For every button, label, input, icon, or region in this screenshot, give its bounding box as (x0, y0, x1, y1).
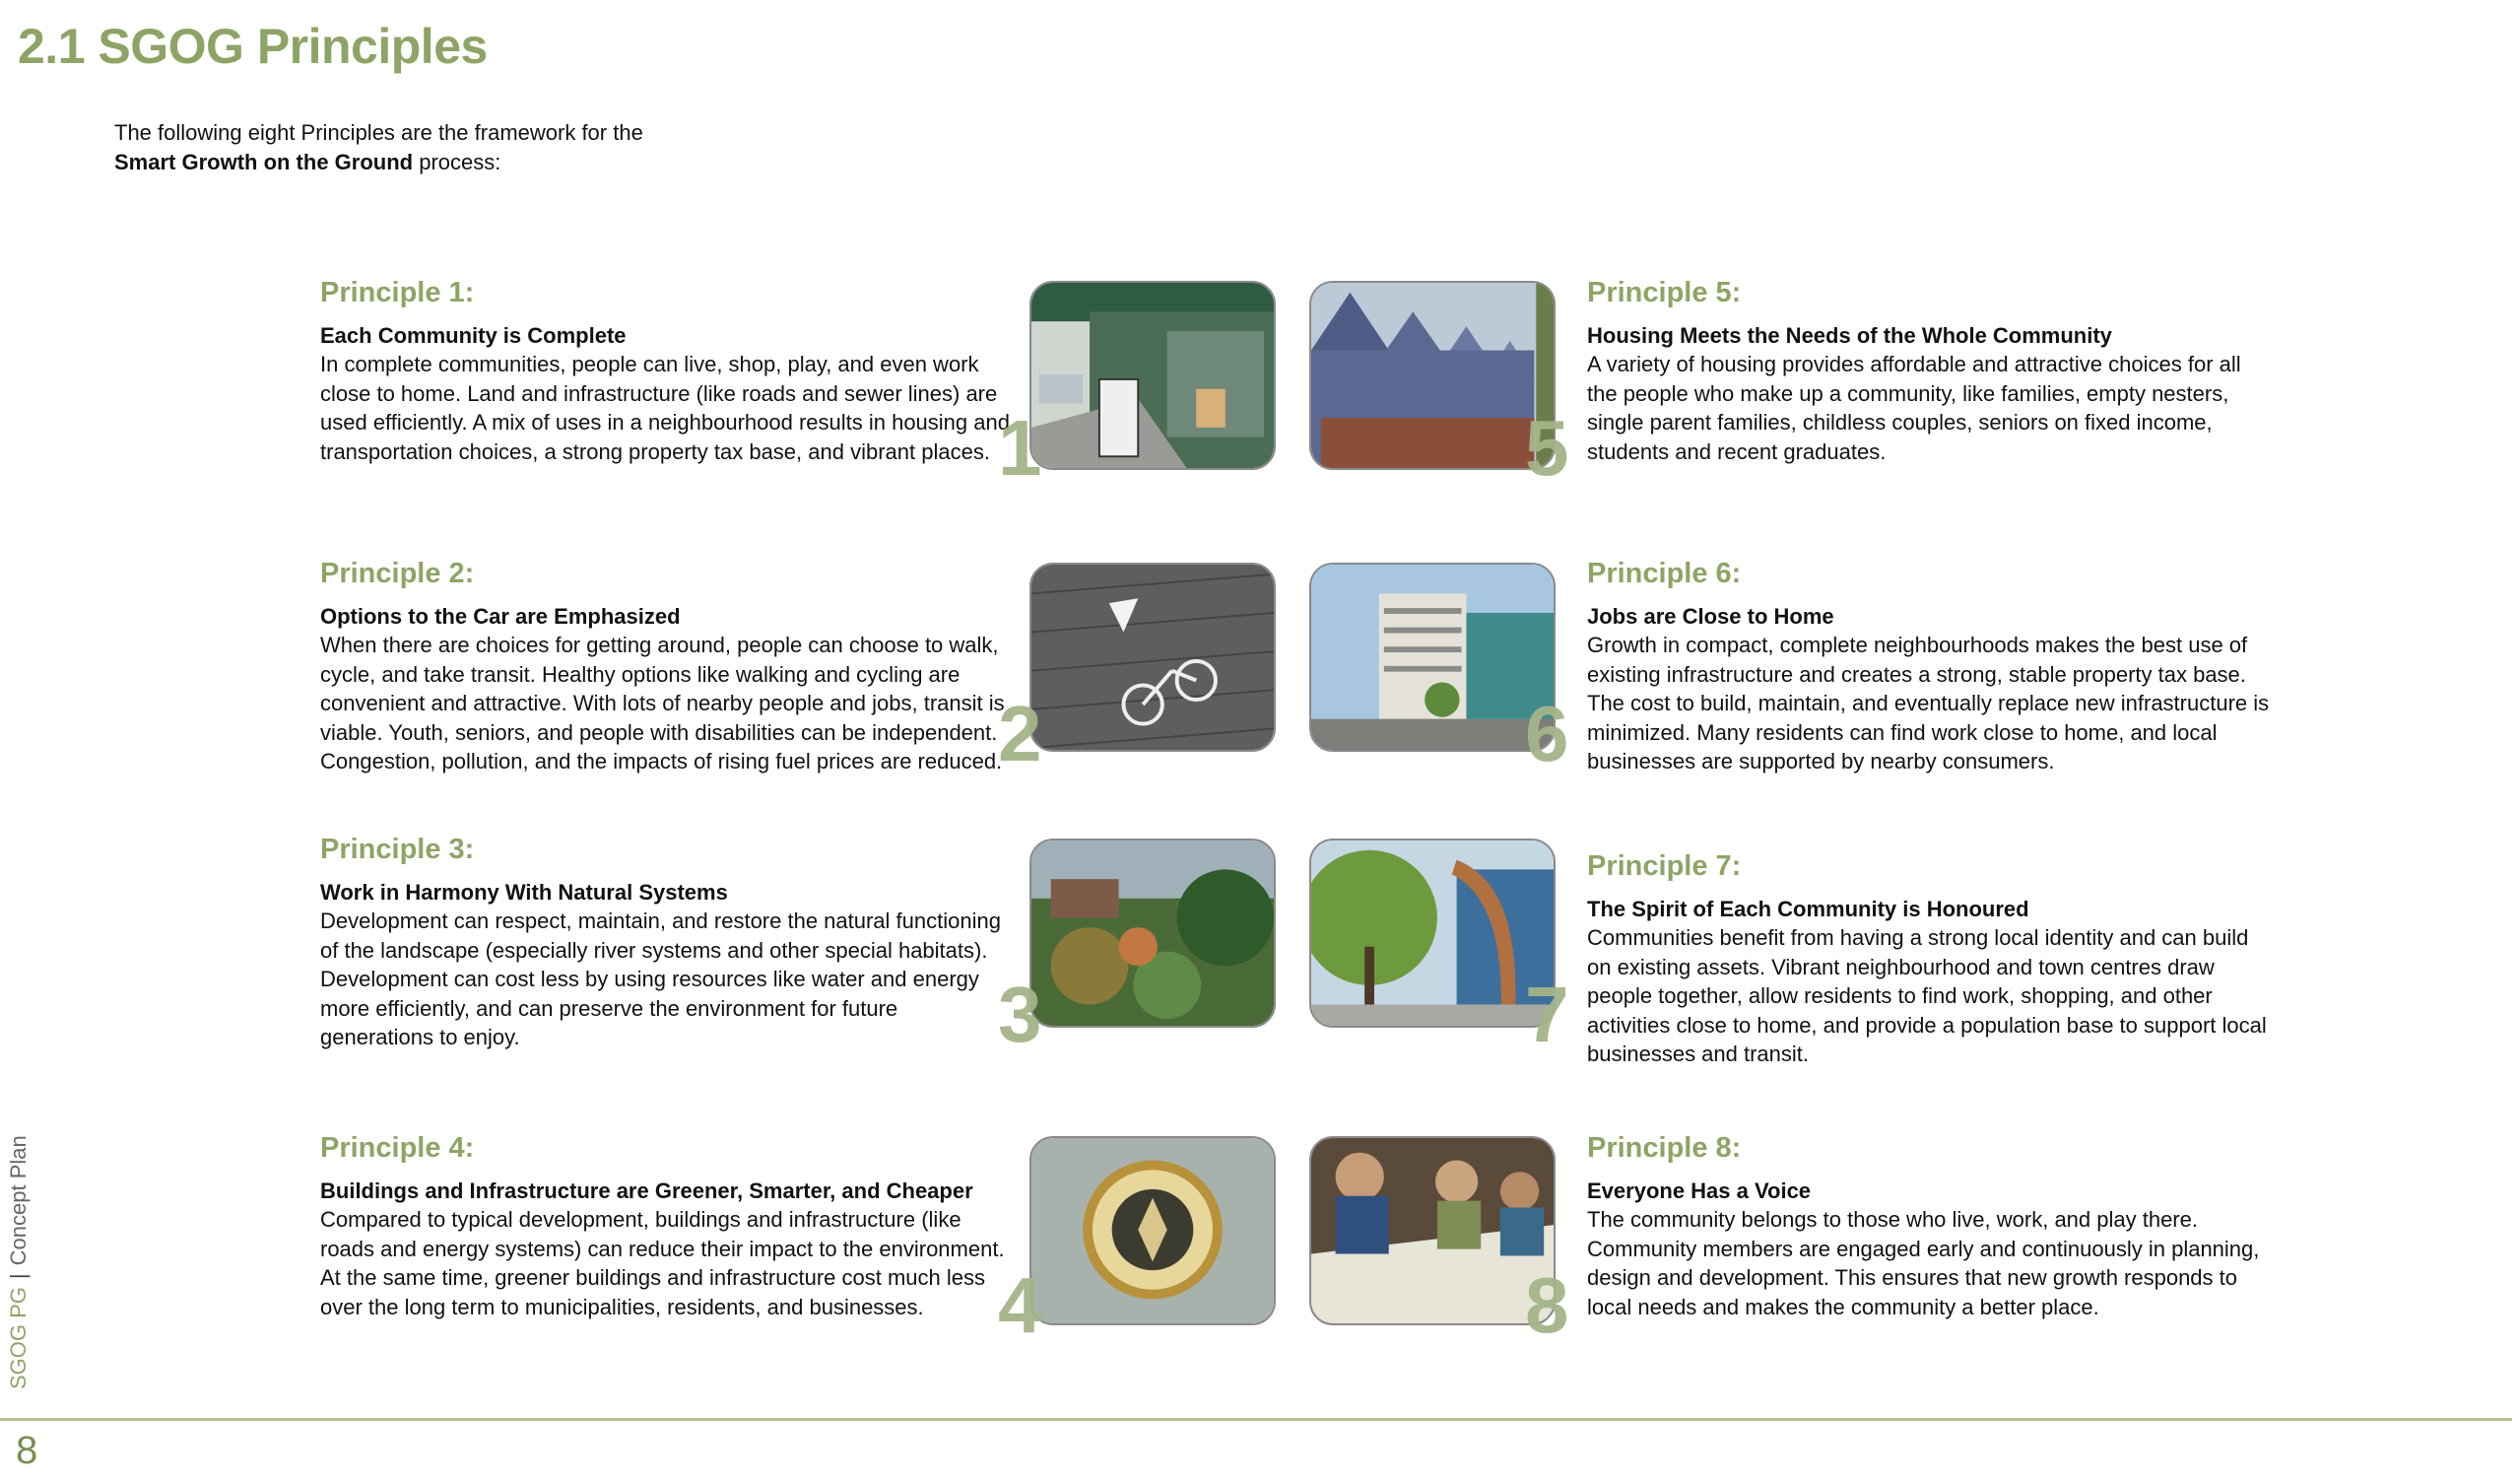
principle-body: Growth in compact, complete neighbourhoods makes the best use of existing infrastructure and creates a strong, stable property tax base. The cost to build, maintain, and eventually replace new infrastructure is minimized. Many residents can find work close to home, and local businesses are supported by nearby consumers. (1587, 633, 2270, 774)
page-number: 8 (16, 1429, 38, 1472)
principle-heading: Principle 6: (1587, 558, 1742, 589)
page-title: 2.1 SGOG Principles (18, 19, 488, 74)
principle-number: 4 (998, 1261, 1042, 1349)
community-workshop-photo (1309, 1136, 1556, 1325)
principle-heading: Principle 3: (320, 834, 475, 865)
intro-line1: The following eight Principles are the framework for the (114, 120, 643, 145)
principle-subtitle: Options to the Car are Emphasized (320, 604, 681, 629)
principle-subtitle: Buildings and Infrastructure are Greener, Smarter, and Cheaper (320, 1178, 973, 1203)
principle-subtitle: The Spirit of Each Community is Honoured (1587, 897, 2029, 921)
principle-4 (320, 1131, 1020, 1321)
principle-body: The community belongs to those who live, work, and play there. Community members are engaged early and continuously in planning, design and development. This ensures that new growth responds to local needs and makes the community a better place. (1587, 1207, 2260, 1319)
principle-body: Communities benefit from having a strong local identity and can build on existing assets. Vibrant neighbourhood and town centres draw people together, allow residents to find work, shopping, and other activities close to home, and provide a population base to support local businesses and transit. (1587, 925, 2267, 1066)
principle-subtitle: Jobs are Close to Home (1587, 604, 1834, 629)
sidebar-label (6, 1135, 32, 1389)
natural-landscape-photo (1029, 839, 1276, 1028)
principle-1 (320, 276, 1010, 466)
principle-number: 6 (1525, 690, 1569, 777)
principle-heading: Principle 7: (1587, 850, 1742, 882)
principle-heading: Principle 1: (320, 277, 475, 308)
principle-body: Development can respect, maintain, and restore the natural functioning of the landscape (especially river systems and other special habitats). Development can cost less by using resources like water and energy more efficiently, and can preserve the environment for future generations to enjoy. (320, 908, 1001, 1049)
principle-number: 5 (1525, 404, 1569, 492)
principle-6 (1587, 557, 2277, 776)
office-buildings-photo (1309, 563, 1556, 752)
leed-plaque-photo (1029, 1136, 1276, 1325)
principle-heading: Principle 2: (320, 558, 475, 589)
intro-rest: process: (413, 150, 501, 174)
sidebar-brand: SGOG PG (6, 1287, 31, 1389)
footer-rule (0, 1418, 2512, 1421)
principle-5 (1587, 276, 2277, 466)
principle-number: 1 (998, 404, 1042, 492)
storefront-sidewalk-photo (1029, 281, 1276, 470)
principle-3 (320, 833, 1010, 1052)
principle-subtitle: Everyone Has a Voice (1587, 1178, 1812, 1203)
principle-body: Compared to typical development, buildings and infrastructure (like roads and energy systems) can reduce their impact to the environment. At the same time, greener buildings and infrastructure cost much less over the long term to municipalities, residents, and businesses. (320, 1207, 1005, 1319)
principle-body: A variety of housing provides affordable and attractive choices for all the people who make up a community, like families, empty nesters, single parent families, childless couples, seniors on fixed income, students and recent graduates. (1587, 352, 2241, 464)
principle-body: In complete communities, people can live, shop, play, and even work close to home. Land and infrastructure (like roads and sewer lines) are used efficiently. A mix of uses in a neighbourhood results in housing and transportation choices, a strong property tax base, and vibrant places. (320, 352, 1010, 464)
sidebar-separator: | (6, 1273, 31, 1280)
principle-heading: Principle 5: (1587, 277, 1742, 308)
principle-body: When there are choices for getting around, people can choose to walk, cycle, and take transit. Healthy options like walking and cycling are convenient and attractive. With lots of nearby people and jobs, transit is viable. Youth, seniors, and people with disabilities can be independent. Congestion, pollution, and the impacts of rising fuel prices are reduced. (320, 633, 1005, 774)
principle-number: 7 (1525, 971, 1569, 1058)
principle-subtitle: Work in Harmony With Natural Systems (320, 880, 728, 905)
principle-subtitle: Housing Meets the Needs of the Whole Community (1587, 323, 2112, 348)
principle-2 (320, 557, 1010, 776)
principle-subtitle: Each Community is Complete (320, 323, 627, 348)
principle-7 (1587, 849, 2277, 1069)
principle-number: 8 (1525, 1261, 1569, 1349)
rowhouses-photo (1309, 281, 1556, 470)
bike-lane-photo (1029, 563, 1276, 752)
principle-number: 2 (998, 690, 1042, 777)
civic-building-photo (1309, 839, 1556, 1028)
principle-heading: Principle 4: (320, 1132, 475, 1164)
principle-8 (1587, 1131, 2277, 1321)
intro-bold: Smart Growth on the Ground (114, 150, 414, 174)
principle-heading: Principle 8: (1587, 1132, 1742, 1164)
sidebar-section: Concept Plan (6, 1135, 31, 1266)
intro-text (114, 118, 863, 177)
principle-number: 3 (998, 971, 1042, 1058)
